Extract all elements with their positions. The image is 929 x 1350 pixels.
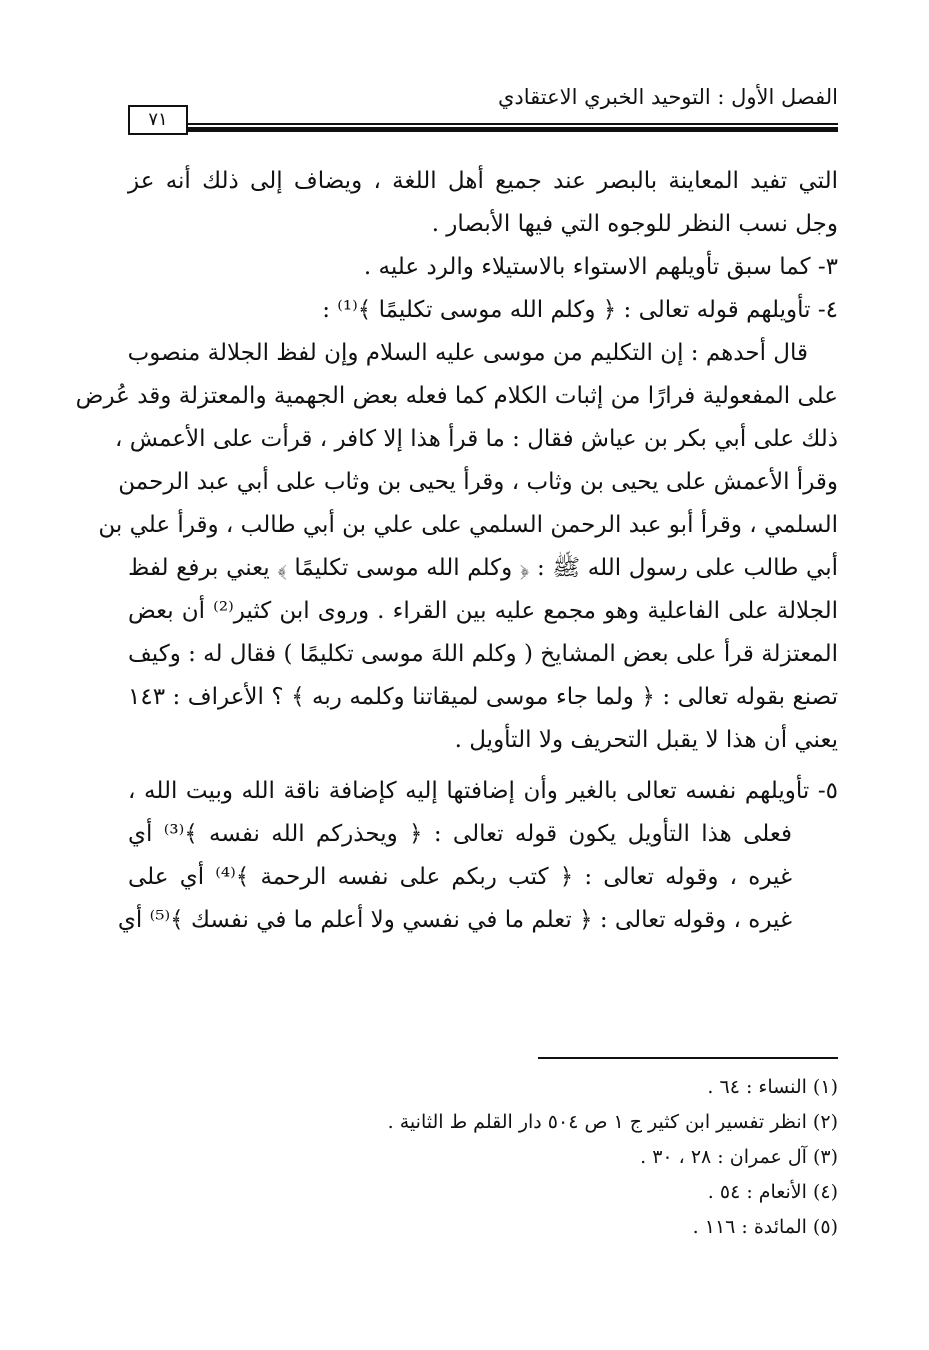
body-line: ٥- تأويلهم نفسه تعالى بالغير وأن إضافتها إليه كإضافة ناقة الله وبيت الله ، [128,778,838,804]
body-line: أبي طالب على رسول الله ﷺ : ﴿ وكلم الله موسى تكليمًا ﴾ يعني برفع لفظ [128,555,838,581]
body-line: غيره ، وقوله تعالى : ﴿ تعلم ما في نفسي ولا أعلم ما في نفسك ﴾⁽⁵⁾ أي [117,907,792,933]
footnotes [128,1070,838,1245]
footnote: (٥) المائدة : ١١٦ . [692,1216,838,1238]
body-line: السلمي ، وقرأ أبو عبد الرحمن السلمي على علي بن أبي طالب ، وقرأ علي بن [98,512,838,538]
body-line: المعتزلة قرأ على بعض المشايخ ( وكلم اللهَ موسى تكليمًا ) فقال له : وكيف [128,641,838,667]
footnote-separator [538,1057,838,1059]
body-line: غيره ، وقوله تعالى : ﴿ كتب ربكم على نفسه الرحمة ﴾⁽⁴⁾ أي على [128,864,792,890]
chapter-title: الفصل الأول : التوحيد الخبري الاعتقادي [497,85,838,109]
body-line: فعلى هذا التأويل يكون قوله تعالى : ﴿ ويحذركم الله نفسه ﴾⁽³⁾ أي [128,821,793,847]
header-rule-thin [188,123,838,125]
footnote: (٤) الأنعام : ٥٤ . [707,1181,838,1203]
body-line: ٣- كما سبق تأويلهم الاستواء بالاستيلاء والرد عليه . [363,254,838,280]
body-line: على المفعولية فرارًا من إثبات الكلام كما فعله بعض الجهمية والمعتزلة وقد عُرض [75,383,838,409]
body-line: التي تفيد المعاينة بالبصر عند جميع أهل اللغة ، ويضاف إلى ذلك أنه عز [128,168,838,194]
footnote: (٣) آل عمران : ٢٨ ، ٣٠ . [640,1146,838,1168]
body-line: وجل نسب النظر للوجوه التي فيها الأبصار . [431,211,838,237]
footnote: (٢) انظر تفسير ابن كثير ج ١ ص ٥٠٤ دار القلم ط الثانية . [387,1111,838,1133]
body-line: الجلالة على الفاعلية وهو مجمع عليه بين القراء . وروى ابن كثير⁽²⁾ أن بعض [128,598,839,624]
running-head [128,85,838,130]
body-line: وقرأ الأعمش على يحيى بن وثاب ، وقرأ يحيى بن وثاب على أبي عبد الرحمن [118,469,838,495]
body-line: تصنع بقوله تعالى : ﴿ ولما جاء موسى لميقاتنا وكلمه ربه ﴾ ؟ الأعراف : ١٤٣ [128,684,838,710]
body-line: ذلك على أبي بكر بن عياش فقال : ما قرأ هذا إلا كافر ، قرأت على الأعمش ، [114,426,838,452]
body-line: ٤- تأويلهم قوله تعالى : ﴿ وكلم الله موسى تكليمًا ﴾⁽¹⁾ : [322,297,838,323]
body-text [75,160,839,942]
page-number: ٧١ [128,105,188,135]
header-rule-thick [188,127,838,132]
body-line: يعني أن هذا لا يقبل التحريف ولا التأويل . [454,727,838,753]
footnote: (١) النساء : ٦٤ . [707,1076,838,1098]
body-line: قال أحدهم : إن التكليم من موسى عليه السلام وإن لفظ الجلالة منصوب [127,340,808,366]
